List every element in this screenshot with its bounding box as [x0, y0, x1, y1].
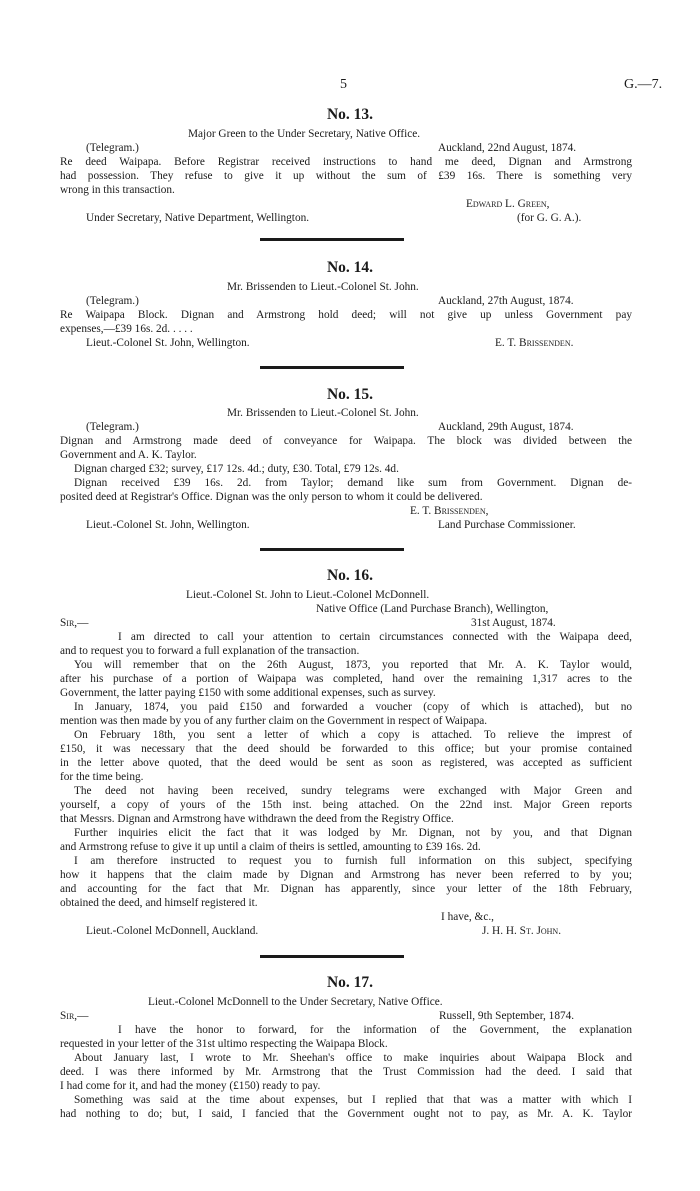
body-line: how it happens that the claim made by Dignan and Armstrong has never been referred to by you;: [60, 869, 632, 881]
body-line: obtained the deed, and himself registered it.: [60, 897, 258, 909]
place-date: Auckland, 27th August, 1874.: [438, 295, 574, 307]
body-line: In January, 1874, you paid £150 and forwarded a voucher (copy of which is attached), but no: [74, 701, 632, 713]
telegram-tag: (Telegram.): [86, 421, 139, 433]
body-line: Re Waipapa Block. Dignan and Armstrong hold deed; will not give up unless Government pay: [60, 309, 632, 321]
addressee: Lieut.-Colonel St. John, Wellington.: [86, 337, 250, 349]
body-line: and Armstrong refuse to give it up until a claim of theirs is settled, amounting to £39 16s. 2d.: [60, 841, 481, 853]
body-line: yourself, a copy of yours of the 15th inst. being attached. On the 22nd inst. Major Green reports: [60, 799, 632, 811]
letter-number: No. 16.: [326, 567, 374, 584]
body-line: On February 18th, you sent a letter of which a copy is attached. To relieve the imprest of: [74, 729, 632, 741]
body-line: and accounting for the fact that Mr. Dignan has apparently, since your letter of the 18th February,: [60, 883, 632, 895]
body-line: Dignan charged £32; survey, £17 12s. 4d.; duty, £30. Total, £79 12s. 4d.: [74, 463, 399, 475]
telegram-tag: (Telegram.): [86, 142, 139, 154]
body-line: I have the honor to forward, for the information of the Government, the explanation: [118, 1024, 632, 1036]
letter-title: Mr. Brissenden to Lieut.-Colonel St. John.: [227, 281, 419, 293]
addressee: Lieut.-Colonel McDonnell, Auckland.: [86, 925, 259, 937]
body-line: Further inquiries elicit the fact that it was lodged by Mr. Dignan, not by you, and that Dignan: [74, 827, 632, 839]
salutation: Sir,—: [60, 1010, 89, 1022]
section-divider: [260, 366, 404, 369]
body-line: expenses,—£39 16s. 2d. . . . .: [60, 323, 193, 335]
body-line: Re deed Waipapa. Before Registrar received instructions to hand me deed, Dignan and Armstrong: [60, 156, 632, 168]
body-line: in the letter above quoted, that the deed would be sent as soon as registered, was accepted as sufficient: [60, 757, 632, 769]
letter-title: Lieut.-Colonel McDonnell to the Under Secretary, Native Office.: [148, 996, 443, 1008]
section-divider: [260, 955, 404, 958]
letter-title: Mr. Brissenden to Lieut.-Colonel St. John.: [227, 407, 419, 419]
letter-number: No. 14.: [326, 259, 374, 276]
page-number: 5: [340, 77, 347, 92]
body-line: Government, the latter paying £150 with some additional expenses, such as survey.: [60, 687, 436, 699]
body-line: You will remember that on the 26th August, 1873, you reported that Mr. A. K. Taylor would,: [74, 659, 632, 671]
body-line: I am therefore instructed to request you to furnish full information on this subject, specifying: [74, 855, 632, 867]
signature: J. H. H. St. John.: [482, 925, 562, 937]
place-date: Auckland, 29th August, 1874.: [438, 421, 574, 433]
body-line: had nothing to do; but, I said, I fancied that the Government ought not to pay, as Mr. A. K. Taylor: [60, 1108, 632, 1120]
series-number: G.—7.: [624, 77, 663, 92]
addressee: Lieut.-Colonel St. John, Wellington.: [86, 519, 250, 531]
closing: I have, &c.,: [441, 911, 495, 923]
body-line: Dignan received £39 16s. 2d. from Taylor; demand like sum from Government. Dignan de-: [74, 477, 632, 489]
body-line: wrong in this transaction.: [60, 184, 175, 196]
body-line: for the time being.: [60, 771, 144, 783]
body-line: requested in your letter of the 31st ultimo respecting the Waipapa Block.: [60, 1038, 388, 1050]
addressee: Under Secretary, Native Department, Wellington.: [86, 212, 310, 224]
place-date: Auckland, 22nd August, 1874.: [438, 142, 577, 154]
body-line: Something was said at the time about expenses, but I replied that that was a matter with which I: [74, 1094, 632, 1106]
signature: Edward L. Green,: [466, 198, 550, 210]
body-line: Dignan and Armstrong made deed of conveyance for Waipapa. The block was divided between the: [60, 435, 632, 447]
body-line: that Messrs. Dignan and Armstrong have withdrawn the deed from the Registry Office.: [60, 813, 454, 825]
body-line: I am directed to call your attention to certain circumstances connected with the Waipapa deed,: [118, 631, 632, 643]
letter-number: No. 13.: [326, 106, 374, 123]
letter-title: Lieut.-Colonel St. John to Lieut.-Colonel McDonnell.: [186, 589, 430, 601]
body-line: posited deed at Registrar's Office. Dignan was the only person to whom it could be delivered.: [60, 491, 483, 503]
telegram-tag: (Telegram.): [86, 295, 139, 307]
body-line: and to request you to forward a full explanation of the transaction.: [60, 645, 360, 657]
body-line: About January last, I wrote to Mr. Sheehan's office to make inquiries about Waipapa Block and: [74, 1052, 632, 1064]
signature: E. T. Brissenden,: [410, 505, 489, 517]
section-divider: [260, 238, 404, 241]
body-line: I had come for it, and had the money (£150) ready to pay.: [60, 1080, 321, 1092]
section-divider: [260, 548, 404, 551]
place-date: Russell, 9th September, 1874.: [439, 1010, 575, 1022]
signature: (for G. G. A.).: [517, 212, 582, 224]
body-line: The deed not having been received, sundry telegrams were exchanged with Major Green and: [74, 785, 632, 797]
letter-number: No. 15.: [326, 386, 374, 403]
place-date: 31st August, 1874.: [471, 617, 556, 629]
signature: E. T. Brissenden.: [495, 337, 574, 349]
body-line: Government and A. K. Taylor.: [60, 449, 197, 461]
body-line: £150, it was necessary that the deed should be forwarded to this office; but your promise contained: [60, 743, 632, 755]
signature: Land Purchase Commissioner.: [438, 519, 576, 531]
letter-title: Major Green to the Under Secretary, Native Office.: [188, 128, 421, 140]
salutation: Sir,—: [60, 617, 89, 629]
office-line: Native Office (Land Purchase Branch), Wellington,: [316, 603, 549, 615]
body-line: mention was then made by you of any further claim on the Government in respect of Waipapa.: [60, 715, 488, 727]
body-line: had possession. They refuse to give it up without the sum of £39 16s. There is something very: [60, 170, 632, 182]
body-line: deed. I was there informed by Mr. Armstrong that the Trust Commission had the deed. I said that: [60, 1066, 632, 1078]
body-line: after his purchase of a portion of Waipapa was completed, hand over the remaining 1,317 acres to the: [60, 673, 632, 685]
letter-number: No. 17.: [326, 974, 374, 991]
